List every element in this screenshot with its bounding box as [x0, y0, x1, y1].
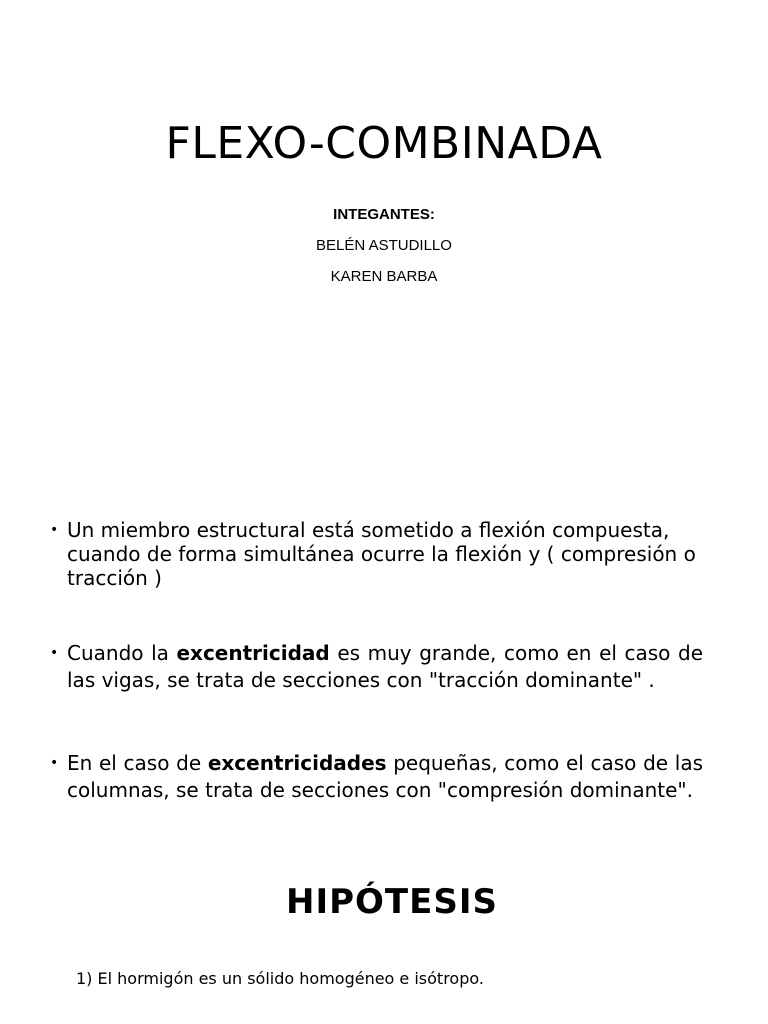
bullet-list: [48, 518, 703, 804]
hypothesis-item: 1) El hormigón es un sólido homogéneo e isótropo.: [76, 969, 484, 988]
member-name: BELÉN ASTUDILLO: [316, 237, 452, 254]
bullet-dot-icon: •: [50, 522, 59, 538]
members-block: [0, 206, 768, 299]
bullet-dot-icon: •: [50, 755, 59, 771]
slide-title: FLEXO-COMBINADA: [165, 118, 603, 169]
bullet-text: Un miembro estructural está sometido a flexión compuesta, cuando de forma simultánea ocurre la flexión y ( compresión o tracción ): [67, 518, 696, 590]
member-name: KAREN BARBA: [330, 268, 438, 285]
bullet-dot-icon: •: [50, 645, 59, 661]
bullet-text-pre: Cuando la: [67, 641, 177, 665]
bullet-text-bold: excentricidades: [207, 751, 387, 775]
bullet-text-post: es muy grande, como en el caso de las vigas, se trata de secciones con "tracción dominante" .: [67, 641, 703, 692]
bullet-item: [48, 750, 703, 804]
bullet-text-pre: En el caso de: [67, 751, 208, 775]
bullet-item: [48, 640, 703, 694]
members-heading: INTEGANTES:: [333, 206, 435, 223]
bullet-text-post: pequeñas, como el caso de las columnas, se trata de secciones con "compresión dominante".: [67, 751, 703, 802]
bullet-item: [48, 518, 703, 590]
hypothesis-title: HIPÓTESIS: [286, 882, 498, 922]
bullet-text-bold: excentricidad: [176, 641, 330, 665]
